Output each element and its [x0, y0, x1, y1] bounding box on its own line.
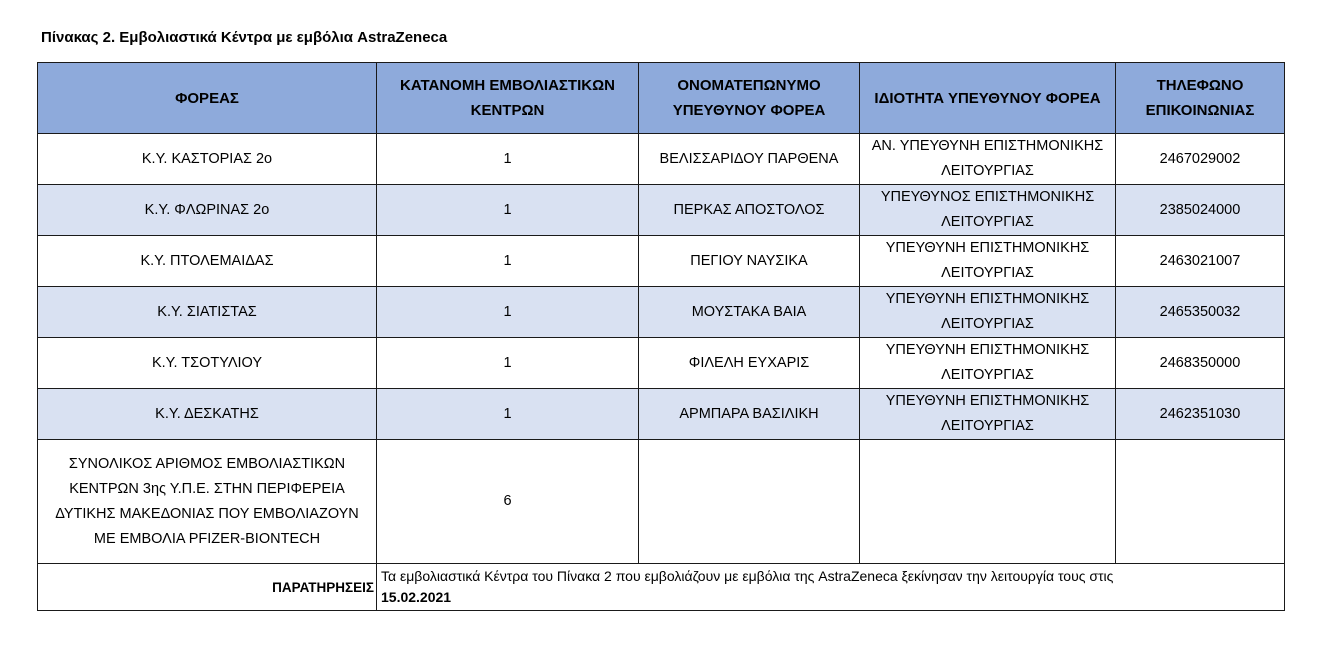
cell-phone: 2465350032: [1116, 287, 1285, 338]
table-row: [38, 389, 1285, 440]
table-row: [38, 338, 1285, 389]
column-header-agency: ΦΟΡΕΑΣ: [38, 63, 377, 134]
notes-text: Τα εμβολιαστικά Κέντρα του Πίνακα 2 που εμβολιάζουν με εμβόλια της AstraZeneca ξεκίνησαν την λειτουργία τους στις: [381, 568, 1114, 584]
cell-agency: Κ.Υ. ΣΙΑΤΙΣΤΑΣ: [38, 287, 377, 338]
cell-agency: Κ.Υ. ΦΛΩΡΙΝΑΣ 2ο: [38, 185, 377, 236]
cell-agency: Κ.Υ. ΔΕΣΚΑΤΗΣ: [38, 389, 377, 440]
total-row: [38, 440, 1285, 564]
cell-phone: 2463021007: [1116, 236, 1285, 287]
cell-responsible-role: ΑΝ. ΥΠΕΥΘΥΝΗ ΕΠΙΣΤΗΜΟΝΙΚΗΣ ΛΕΙΤΟΥΡΓΙΑΣ: [860, 134, 1116, 185]
table-row: [38, 236, 1285, 287]
column-header-phone: ΤΗΛΕΦΩΝΟ ΕΠΙΚΟΙΝΩΝΙΑΣ: [1116, 63, 1285, 134]
cell-phone: 2462351030: [1116, 389, 1285, 440]
cell-allocation: 1: [377, 389, 639, 440]
total-value: 6: [377, 440, 639, 564]
cell-agency: Κ.Υ. ΚΑΣΤΟΡΙΑΣ 2ο: [38, 134, 377, 185]
column-header-allocation: ΚΑΤΑΝΟΜΗ ΕΜΒΟΛΙΑΣΤΙΚΩΝ ΚΕΝΤΡΩΝ: [377, 63, 639, 134]
cell-responsible-role: ΥΠΕΥΘΥΝΗ ΕΠΙΣΤΗΜΟΝΙΚΗΣ ΛΕΙΤΟΥΡΓΙΑΣ: [860, 389, 1116, 440]
cell-responsible-role: ΥΠΕΥΘΥΝΗ ΕΠΙΣΤΗΜΟΝΙΚΗΣ ΛΕΙΤΟΥΡΓΙΑΣ: [860, 236, 1116, 287]
cell-allocation: 1: [377, 287, 639, 338]
empty-cell: [860, 440, 1116, 564]
table-row: [38, 287, 1285, 338]
cell-responsible-role: ΥΠΕΥΘΥΝΗ ΕΠΙΣΤΗΜΟΝΙΚΗΣ ΛΕΙΤΟΥΡΓΙΑΣ: [860, 338, 1116, 389]
cell-agency: Κ.Υ. ΤΣΟΤΥΛΙΟΥ: [38, 338, 377, 389]
table-title: Πίνακας 2. Εμβολιαστικά Κέντρα με εμβόλια AstraZeneca: [41, 29, 448, 46]
cell-allocation: 1: [377, 338, 639, 389]
table-row: [38, 134, 1285, 185]
cell-responsible-name: ΜΟΥΣΤΑΚΑ ΒΑΙΑ: [639, 287, 860, 338]
cell-phone: 2385024000: [1116, 185, 1285, 236]
cell-responsible-name: ΠΕΓΙΟΥ ΝΑΥΣΙΚΑ: [639, 236, 860, 287]
notes-text-cell: [377, 564, 1285, 611]
cell-responsible-role: ΥΠΕΥΘΥΝΟΣ ΕΠΙΣΤΗΜΟΝΙΚΗΣ ΛΕΙΤΟΥΡΓΙΑΣ: [860, 185, 1116, 236]
cell-responsible-name: ΦΙΛΕΛΗ ΕΥΧΑΡΙΣ: [639, 338, 860, 389]
cell-allocation: 1: [377, 134, 639, 185]
cell-responsible-name: ΒΕΛΙΣΣΑΡΙΔΟΥ ΠΑΡΘΕΝΑ: [639, 134, 860, 185]
empty-cell: [1116, 440, 1285, 564]
table-row: [38, 185, 1285, 236]
cell-agency: Κ.Υ. ΠΤΟΛΕΜΑΙΔΑΣ: [38, 236, 377, 287]
header-row: [38, 63, 1285, 134]
cell-responsible-role: ΥΠΕΥΘΥΝΗ ΕΠΙΣΤΗΜΟΝΙΚΗΣ ΛΕΙΤΟΥΡΓΙΑΣ: [860, 287, 1116, 338]
cell-phone: 2467029002: [1116, 134, 1285, 185]
cell-responsible-name: ΑΡΜΠΑΡΑ ΒΑΣΙΛΙΚΗ: [639, 389, 860, 440]
cell-allocation: 1: [377, 185, 639, 236]
empty-cell: [639, 440, 860, 564]
notes-label: ΠΑΡΑΤΗΡΗΣΕΙΣ: [38, 564, 377, 611]
column-header-responsible-name: ΟΝΟΜΑΤΕΠΩΝΥΜΟ ΥΠΕΥΘΥΝΟΥ ΦΟΡΕΑ: [639, 63, 860, 134]
cell-allocation: 1: [377, 236, 639, 287]
notes-row: [38, 564, 1285, 611]
vaccination-centers-table: [37, 62, 1285, 611]
column-header-responsible-role: ΙΔΙΟΤΗΤΑ ΥΠΕΥΘΥΝΟΥ ΦΟΡΕΑ: [860, 63, 1116, 134]
total-label: ΣΥΝΟΛΙΚΟΣ ΑΡΙΘΜΟΣ ΕΜΒΟΛΙΑΣΤΙΚΩΝ ΚΕΝΤΡΩΝ 3ης Υ.Π.Ε. ΣΤΗΝ ΠΕΡΙΦΕΡΕΙΑ ΔΥΤΙΚΗΣ ΜΑΚΕΔΟΝΙΑΣ ΠΟΥ ΕΜΒΟΛΙΑΖΟΥΝ ΜΕ ΕΜΒΟΛΙΑ PFIZER-BIONTECH: [38, 440, 377, 564]
notes-date: 15.02.2021: [381, 589, 452, 605]
cell-phone: 2468350000: [1116, 338, 1285, 389]
cell-responsible-name: ΠΕΡΚΑΣ ΑΠΟΣΤΟΛΟΣ: [639, 185, 860, 236]
